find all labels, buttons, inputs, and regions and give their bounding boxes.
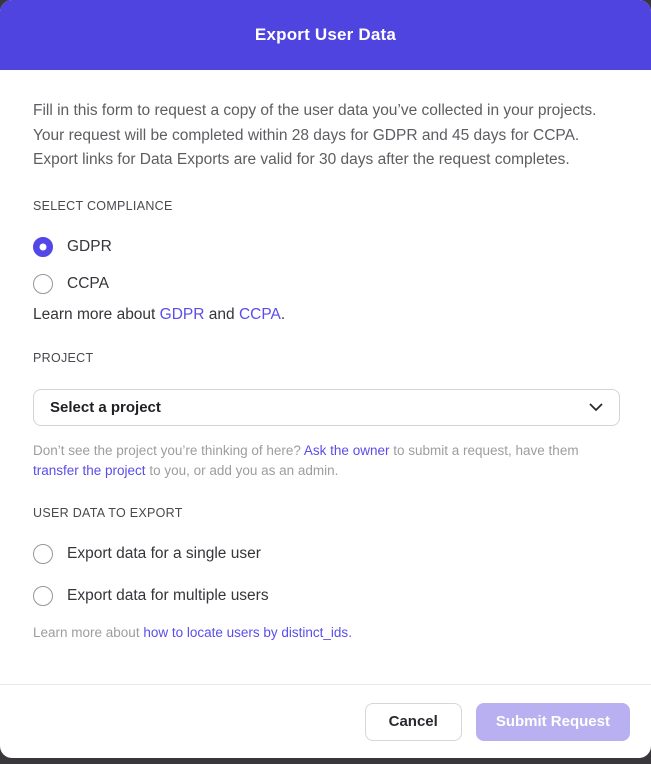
help-part1: Don’t see the project you’re thinking of here? [33, 442, 304, 458]
cancel-button[interactable]: Cancel [365, 703, 462, 741]
project-dropdown-value: Select a project [50, 398, 161, 416]
distinct-prefix: Learn more about [33, 624, 144, 640]
radio-ccpa-circle[interactable] [33, 274, 53, 294]
radio-gdpr-label: GDPR [67, 237, 112, 255]
compliance-section-label: SELECT COMPLIANCE [33, 198, 173, 213]
radio-gdpr[interactable] [33, 237, 620, 257]
distinct-ids-learn-more [33, 625, 620, 640]
help-part2: to submit a request, have them [389, 442, 579, 458]
radio-single-user-label: Export data for a single user [67, 544, 261, 562]
radio-multiple-users[interactable] [33, 586, 620, 606]
distinct-suffix: . [348, 624, 352, 640]
radio-gdpr-circle[interactable] [33, 237, 53, 257]
distinct-ids-link[interactable]: how to locate users by distinct_ids [143, 624, 349, 640]
dialog-body [0, 70, 651, 684]
learn-more-middle: and [204, 305, 239, 323]
radio-ccpa[interactable] [33, 274, 620, 294]
radio-multiple-users-circle[interactable] [33, 586, 53, 606]
submit-request-button[interactable]: Submit Request [476, 703, 630, 741]
dialog-header [0, 0, 651, 70]
project-dropdown[interactable] [33, 389, 620, 426]
radio-single-user[interactable] [33, 544, 620, 564]
intro-text: Fill in this form to request a copy of the user data you’ve collected in your projects. Your request will be completed within 28 days for GDPR and 45 days for CCPA. Export links for Data Exports are valid for 30 days after the request completes. [33, 102, 597, 168]
help-part3: to you, or add you as an admin. [145, 463, 339, 478]
userdata-section-label: USER DATA TO EXPORT [33, 505, 183, 520]
learn-more-suffix: . [280, 305, 286, 323]
transfer-the-project-link[interactable]: transfer the project [33, 463, 146, 478]
radio-multiple-users-label: Export data for multiple users [67, 586, 269, 604]
dialog-title: Export User Data [254, 25, 397, 44]
dialog-footer [0, 684, 651, 758]
learn-more-prefix: Learn more about [33, 305, 160, 323]
radio-single-user-circle[interactable] [33, 544, 53, 564]
gdpr-link[interactable]: GDPR [159, 305, 205, 323]
project-help-text [33, 441, 593, 482]
chevron-down-icon [589, 403, 603, 412]
radio-ccpa-label: CCPA [67, 274, 109, 292]
ccpa-link[interactable]: CCPA [238, 305, 281, 323]
project-section-label: PROJECT [33, 350, 94, 365]
ask-the-owner-link[interactable]: Ask the owner [303, 442, 390, 458]
compliance-learn-more [33, 306, 620, 324]
